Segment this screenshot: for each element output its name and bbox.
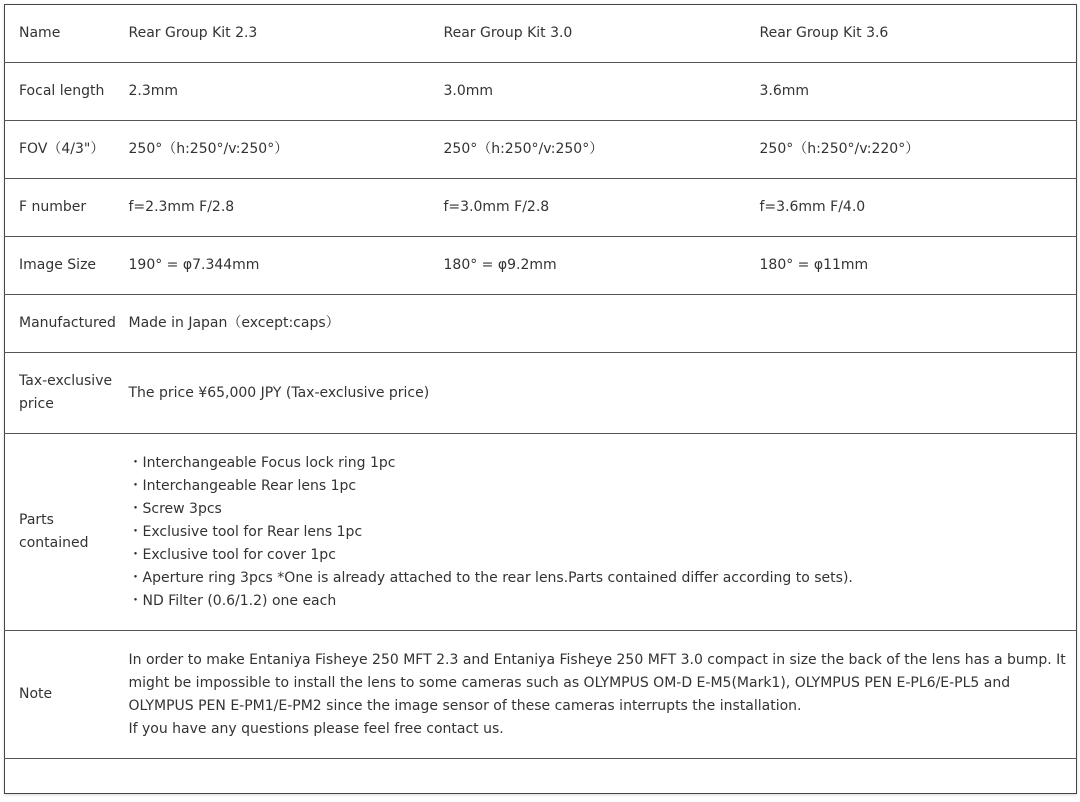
row-label: FOV（4/3"） bbox=[5, 121, 129, 179]
cell-kit-3-0: 180° = φ9.2mm bbox=[444, 237, 760, 295]
cell-parts bbox=[129, 434, 1077, 631]
list-item: ・Screw 3pcs bbox=[128, 500, 222, 517]
row-label: Tax-exclusive price bbox=[5, 353, 129, 434]
row-label: Image Size bbox=[5, 237, 129, 295]
cell-manufactured: Made in Japan（except:caps） bbox=[129, 295, 1077, 353]
parts-list bbox=[129, 452, 1077, 613]
row-label: Name bbox=[5, 5, 129, 63]
row-empty bbox=[5, 759, 1077, 794]
row-label: Focal length bbox=[5, 63, 129, 121]
empty-cell bbox=[5, 759, 1077, 794]
row-label: Note bbox=[5, 631, 129, 759]
row-label: F number bbox=[5, 179, 129, 237]
list-item: ・Exclusive tool for Rear lens 1pc bbox=[128, 523, 363, 540]
cell-kit-3-6: 180° = φ11mm bbox=[760, 237, 1077, 295]
list-item: ・Interchangeable Rear lens 1pc bbox=[128, 477, 357, 494]
list-item: ・Aperture ring 3pcs *One is already attached to the rear lens.Parts contained differ according to sets). bbox=[128, 569, 853, 586]
row-parts-contained bbox=[5, 434, 1077, 631]
cell-kit-3-0: 3.0mm bbox=[444, 63, 760, 121]
cell-kit-3-0: f=3.0mm F/2.8 bbox=[444, 179, 760, 237]
row-f-number bbox=[5, 179, 1077, 237]
cell-kit-2-3: f=2.3mm F/2.8 bbox=[129, 179, 444, 237]
cell-kit-3-6: 3.6mm bbox=[760, 63, 1077, 121]
row-focal-length bbox=[5, 63, 1077, 121]
cell-kit-3-0: 250°（h:250°/v:250°） bbox=[444, 121, 760, 179]
cell-kit-2-3: Rear Group Kit 2.3 bbox=[129, 5, 444, 63]
row-label: Manufactured bbox=[5, 295, 129, 353]
row-manufactured bbox=[5, 295, 1077, 353]
list-item: ・Interchangeable Focus lock ring 1pc bbox=[128, 454, 396, 471]
cell-kit-3-6: 250°（h:250°/v:220°） bbox=[760, 121, 1077, 179]
cell-kit-3-6: f=3.6mm F/4.0 bbox=[760, 179, 1077, 237]
spec-table bbox=[4, 4, 1077, 794]
row-label: Parts contained bbox=[5, 434, 129, 631]
cell-kit-2-3: 190° = φ7.344mm bbox=[129, 237, 444, 295]
note-paragraph: In order to make Entaniya Fisheye 250 MFT 2.3 and Entaniya Fisheye 250 MFT 3.0 compact in size the back of the lens has a bump. It might be impossible to install the lens to some cameras such as OLYMPUS OM-D E-M5(Mark1), OLYMPUS PEN E-PL6/E-PL5 and OLYMPUS PEN E-PM1/E-PM2 since the image sensor of these cameras interrupts the installation. bbox=[128, 651, 1066, 714]
note-contact: If you have any questions please feel free contact us. bbox=[128, 720, 504, 737]
cell-note bbox=[129, 631, 1077, 759]
row-name bbox=[5, 5, 1077, 63]
row-note bbox=[5, 631, 1077, 759]
cell-kit-3-6: Rear Group Kit 3.6 bbox=[760, 5, 1077, 63]
cell-kit-2-3: 250°（h:250°/v:250°） bbox=[129, 121, 444, 179]
row-fov bbox=[5, 121, 1077, 179]
list-item: ・Exclusive tool for cover 1pc bbox=[128, 546, 336, 563]
list-item: ・ND Filter (0.6/1.2) one each bbox=[128, 592, 337, 609]
row-image-size bbox=[5, 237, 1077, 295]
cell-price: The price ¥65,000 JPY (Tax-exclusive price) bbox=[129, 353, 1077, 434]
cell-kit-3-0: Rear Group Kit 3.0 bbox=[444, 5, 760, 63]
cell-kit-2-3: 2.3mm bbox=[129, 63, 444, 121]
row-tax-exclusive-price bbox=[5, 353, 1077, 434]
